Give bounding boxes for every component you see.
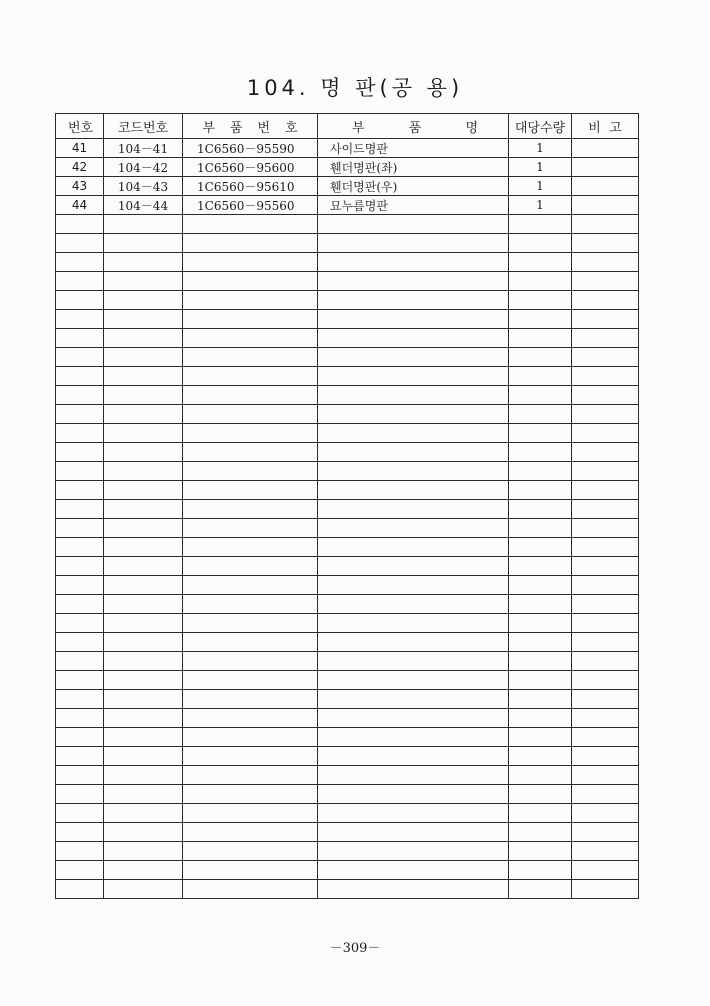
empty-cell (318, 367, 509, 386)
empty-cell (509, 272, 572, 291)
empty-cell (509, 215, 572, 234)
empty-cell (183, 804, 318, 823)
table-body (56, 139, 639, 899)
empty-cell (572, 538, 639, 557)
table-row (56, 139, 639, 158)
empty-cell (509, 747, 572, 766)
empty-cell (183, 652, 318, 671)
empty-cell (56, 595, 104, 614)
empty-cell (318, 272, 509, 291)
empty-cell (104, 804, 183, 823)
empty-cell (509, 880, 572, 899)
empty-cell (318, 804, 509, 823)
cell-part-number: 1C6560－95600 (183, 158, 318, 177)
empty-cell (183, 671, 318, 690)
empty-cell (509, 766, 572, 785)
table-row-empty (56, 690, 639, 709)
header-code: 코드번호 (104, 114, 183, 139)
empty-cell (318, 215, 509, 234)
table-row-empty (56, 766, 639, 785)
empty-cell (104, 329, 183, 348)
empty-cell (318, 519, 509, 538)
empty-cell (509, 823, 572, 842)
table-row-empty (56, 272, 639, 291)
empty-cell (104, 842, 183, 861)
empty-cell (104, 481, 183, 500)
empty-cell (572, 519, 639, 538)
empty-cell (318, 500, 509, 519)
cell-remarks (572, 177, 639, 196)
table-row-empty (56, 405, 639, 424)
table-row-empty (56, 595, 639, 614)
empty-cell (56, 709, 104, 728)
empty-cell (183, 234, 318, 253)
empty-cell (509, 538, 572, 557)
empty-cell (183, 595, 318, 614)
empty-cell (104, 880, 183, 899)
empty-cell (318, 766, 509, 785)
empty-cell (509, 576, 572, 595)
empty-cell (183, 538, 318, 557)
empty-cell (572, 728, 639, 747)
cell-part-name: 휀더명판(우) (318, 177, 509, 196)
empty-cell (572, 747, 639, 766)
cell-no: 41 (56, 139, 104, 158)
empty-cell (183, 880, 318, 899)
cell-qty: 1 (509, 196, 572, 215)
empty-cell (509, 633, 572, 652)
empty-cell (509, 462, 572, 481)
empty-cell (56, 386, 104, 405)
empty-cell (56, 405, 104, 424)
empty-cell (183, 386, 318, 405)
empty-cell (56, 234, 104, 253)
empty-cell (572, 690, 639, 709)
empty-cell (509, 671, 572, 690)
empty-cell (509, 804, 572, 823)
empty-cell (318, 443, 509, 462)
empty-cell (56, 424, 104, 443)
empty-cell (318, 405, 509, 424)
table-row-empty (56, 823, 639, 842)
empty-cell (318, 595, 509, 614)
empty-cell (183, 443, 318, 462)
empty-cell (572, 633, 639, 652)
empty-cell (318, 842, 509, 861)
empty-cell (509, 253, 572, 272)
table-row-empty (56, 500, 639, 519)
empty-cell (104, 367, 183, 386)
empty-cell (104, 538, 183, 557)
empty-cell (183, 633, 318, 652)
page-title: 104. 명 판(공 용) (246, 76, 464, 100)
empty-cell (318, 538, 509, 557)
empty-cell (572, 367, 639, 386)
table-row-empty (56, 291, 639, 310)
empty-cell (318, 234, 509, 253)
empty-cell (318, 785, 509, 804)
empty-cell (56, 481, 104, 500)
empty-cell (104, 861, 183, 880)
table-row-empty (56, 652, 639, 671)
empty-cell (183, 785, 318, 804)
empty-cell (318, 481, 509, 500)
empty-cell (509, 481, 572, 500)
empty-cell (318, 880, 509, 899)
empty-cell (572, 671, 639, 690)
empty-cell (318, 386, 509, 405)
empty-cell (572, 424, 639, 443)
empty-cell (318, 633, 509, 652)
empty-cell (183, 348, 318, 367)
empty-cell (104, 747, 183, 766)
table-row-empty (56, 481, 639, 500)
empty-cell (104, 633, 183, 652)
empty-cell (183, 462, 318, 481)
empty-cell (183, 557, 318, 576)
empty-cell (104, 785, 183, 804)
table-row-empty (56, 367, 639, 386)
empty-cell (104, 234, 183, 253)
cell-part-name: 사이드명판 (318, 139, 509, 158)
empty-cell (56, 500, 104, 519)
table-row-empty (56, 253, 639, 272)
cell-qty: 1 (509, 139, 572, 158)
page-number: －309－ (329, 941, 381, 956)
empty-cell (509, 785, 572, 804)
empty-cell (318, 291, 509, 310)
empty-cell (572, 500, 639, 519)
empty-cell (104, 671, 183, 690)
table-row-empty (56, 785, 639, 804)
empty-cell (56, 614, 104, 633)
empty-cell (572, 234, 639, 253)
table-row-empty (56, 519, 639, 538)
table-row-empty (56, 728, 639, 747)
table-row-empty (56, 424, 639, 443)
empty-cell (572, 291, 639, 310)
empty-cell (509, 861, 572, 880)
table-row-empty (56, 234, 639, 253)
empty-cell (318, 709, 509, 728)
table-row (56, 158, 639, 177)
empty-cell (56, 728, 104, 747)
empty-cell (56, 652, 104, 671)
empty-cell (572, 310, 639, 329)
empty-cell (509, 234, 572, 253)
empty-cell (318, 329, 509, 348)
empty-cell (183, 291, 318, 310)
empty-cell (104, 766, 183, 785)
empty-cell (572, 386, 639, 405)
cell-no: 43 (56, 177, 104, 196)
empty-cell (318, 690, 509, 709)
empty-cell (509, 842, 572, 861)
empty-cell (509, 728, 572, 747)
empty-cell (56, 766, 104, 785)
table-row-empty (56, 709, 639, 728)
empty-cell (56, 519, 104, 538)
empty-cell (318, 424, 509, 443)
empty-cell (104, 500, 183, 519)
table-row-empty (56, 443, 639, 462)
table-row-empty (56, 804, 639, 823)
empty-cell (572, 880, 639, 899)
empty-cell (183, 329, 318, 348)
cell-part-name: 묘누름명판 (318, 196, 509, 215)
table-row-empty (56, 880, 639, 899)
empty-cell (56, 823, 104, 842)
empty-cell (104, 291, 183, 310)
empty-cell (56, 633, 104, 652)
empty-cell (104, 386, 183, 405)
empty-cell (104, 557, 183, 576)
cell-part-number: 1C6560－95610 (183, 177, 318, 196)
table-row-empty (56, 329, 639, 348)
empty-cell (183, 842, 318, 861)
empty-cell (572, 253, 639, 272)
empty-cell (572, 766, 639, 785)
empty-cell (318, 747, 509, 766)
empty-cell (572, 652, 639, 671)
empty-cell (318, 861, 509, 880)
cell-code: 104－43 (104, 177, 183, 196)
empty-cell (183, 709, 318, 728)
empty-cell (572, 272, 639, 291)
empty-cell (183, 728, 318, 747)
empty-cell (56, 557, 104, 576)
empty-cell (104, 652, 183, 671)
empty-cell (572, 557, 639, 576)
table-row (56, 177, 639, 196)
empty-cell (183, 253, 318, 272)
cell-remarks (572, 158, 639, 177)
empty-cell (183, 747, 318, 766)
empty-cell (183, 690, 318, 709)
empty-cell (104, 823, 183, 842)
empty-cell (56, 880, 104, 899)
table-row-empty (56, 576, 639, 595)
empty-cell (509, 405, 572, 424)
empty-cell (572, 348, 639, 367)
empty-cell (56, 861, 104, 880)
table-row-empty (56, 386, 639, 405)
empty-cell (318, 576, 509, 595)
empty-cell (318, 462, 509, 481)
header-part-number: 부 품 번 호 (183, 114, 318, 139)
empty-cell (104, 253, 183, 272)
empty-cell (318, 728, 509, 747)
empty-cell (572, 462, 639, 481)
empty-cell (104, 424, 183, 443)
empty-cell (572, 405, 639, 424)
empty-cell (183, 215, 318, 234)
cell-remarks (572, 139, 639, 158)
empty-cell (183, 481, 318, 500)
empty-cell (509, 652, 572, 671)
empty-cell (318, 652, 509, 671)
empty-cell (509, 519, 572, 538)
empty-cell (509, 310, 572, 329)
empty-cell (104, 348, 183, 367)
header-part-name: 부 품 명 (318, 114, 509, 139)
empty-cell (318, 253, 509, 272)
empty-cell (104, 405, 183, 424)
empty-cell (56, 747, 104, 766)
empty-cell (104, 576, 183, 595)
empty-cell (509, 595, 572, 614)
empty-cell (104, 215, 183, 234)
empty-cell (572, 785, 639, 804)
empty-cell (572, 329, 639, 348)
empty-cell (56, 842, 104, 861)
table-row (56, 196, 639, 215)
empty-cell (318, 614, 509, 633)
header-remarks: 비 고 (572, 114, 639, 139)
empty-cell (572, 614, 639, 633)
empty-cell (56, 576, 104, 595)
empty-cell (56, 215, 104, 234)
empty-cell (572, 576, 639, 595)
cell-remarks (572, 196, 639, 215)
empty-cell (56, 538, 104, 557)
empty-cell (509, 690, 572, 709)
parts-table (55, 113, 639, 899)
empty-cell (572, 481, 639, 500)
empty-cell (318, 348, 509, 367)
table-row-empty (56, 348, 639, 367)
empty-cell (56, 291, 104, 310)
empty-cell (509, 614, 572, 633)
empty-cell (56, 348, 104, 367)
empty-cell (183, 310, 318, 329)
empty-cell (104, 614, 183, 633)
cell-qty: 1 (509, 158, 572, 177)
table-row-empty (56, 215, 639, 234)
empty-cell (56, 272, 104, 291)
empty-cell (572, 709, 639, 728)
header-no: 번 호 (56, 114, 104, 139)
table-header-row (56, 114, 639, 139)
empty-cell (572, 215, 639, 234)
empty-cell (56, 253, 104, 272)
empty-cell (509, 329, 572, 348)
empty-cell (56, 690, 104, 709)
table-row-empty (56, 557, 639, 576)
empty-cell (56, 443, 104, 462)
empty-cell (104, 462, 183, 481)
empty-cell (183, 823, 318, 842)
empty-cell (56, 804, 104, 823)
empty-cell (183, 405, 318, 424)
cell-part-number: 1C6560－95590 (183, 139, 318, 158)
header-qty: 대당수량 (509, 114, 572, 139)
empty-cell (104, 272, 183, 291)
empty-cell (183, 424, 318, 443)
table-row-empty (56, 310, 639, 329)
empty-cell (572, 823, 639, 842)
cell-no: 42 (56, 158, 104, 177)
empty-cell (509, 500, 572, 519)
empty-cell (104, 728, 183, 747)
empty-cell (183, 861, 318, 880)
empty-cell (183, 766, 318, 785)
empty-cell (318, 671, 509, 690)
table-row-empty (56, 861, 639, 880)
cell-part-number: 1C6560－95560 (183, 196, 318, 215)
empty-cell (509, 386, 572, 405)
empty-cell (509, 291, 572, 310)
empty-cell (104, 443, 183, 462)
empty-cell (104, 595, 183, 614)
empty-cell (183, 500, 318, 519)
cell-code: 104－41 (104, 139, 183, 158)
empty-cell (56, 329, 104, 348)
empty-cell (56, 671, 104, 690)
empty-cell (572, 804, 639, 823)
empty-cell (509, 709, 572, 728)
cell-qty: 1 (509, 177, 572, 196)
empty-cell (56, 367, 104, 386)
empty-cell (318, 557, 509, 576)
table-row-empty (56, 671, 639, 690)
empty-cell (572, 595, 639, 614)
empty-cell (509, 367, 572, 386)
empty-cell (572, 443, 639, 462)
empty-cell (572, 842, 639, 861)
empty-cell (104, 690, 183, 709)
table-row-empty (56, 633, 639, 652)
empty-cell (104, 709, 183, 728)
cell-code: 104－42 (104, 158, 183, 177)
table-row-empty (56, 747, 639, 766)
empty-cell (509, 424, 572, 443)
empty-cell (572, 861, 639, 880)
empty-cell (183, 519, 318, 538)
table-row-empty (56, 614, 639, 633)
cell-no: 44 (56, 196, 104, 215)
empty-cell (509, 557, 572, 576)
empty-cell (56, 310, 104, 329)
empty-cell (183, 576, 318, 595)
empty-cell (104, 310, 183, 329)
table-row-empty (56, 462, 639, 481)
empty-cell (104, 519, 183, 538)
empty-cell (183, 614, 318, 633)
cell-code: 104－44 (104, 196, 183, 215)
empty-cell (56, 462, 104, 481)
empty-cell (183, 367, 318, 386)
empty-cell (318, 310, 509, 329)
empty-cell (509, 348, 572, 367)
empty-cell (318, 823, 509, 842)
empty-cell (56, 785, 104, 804)
cell-part-name: 휀더명판(좌) (318, 158, 509, 177)
table-row-empty (56, 842, 639, 861)
empty-cell (183, 272, 318, 291)
table-row-empty (56, 538, 639, 557)
empty-cell (509, 443, 572, 462)
